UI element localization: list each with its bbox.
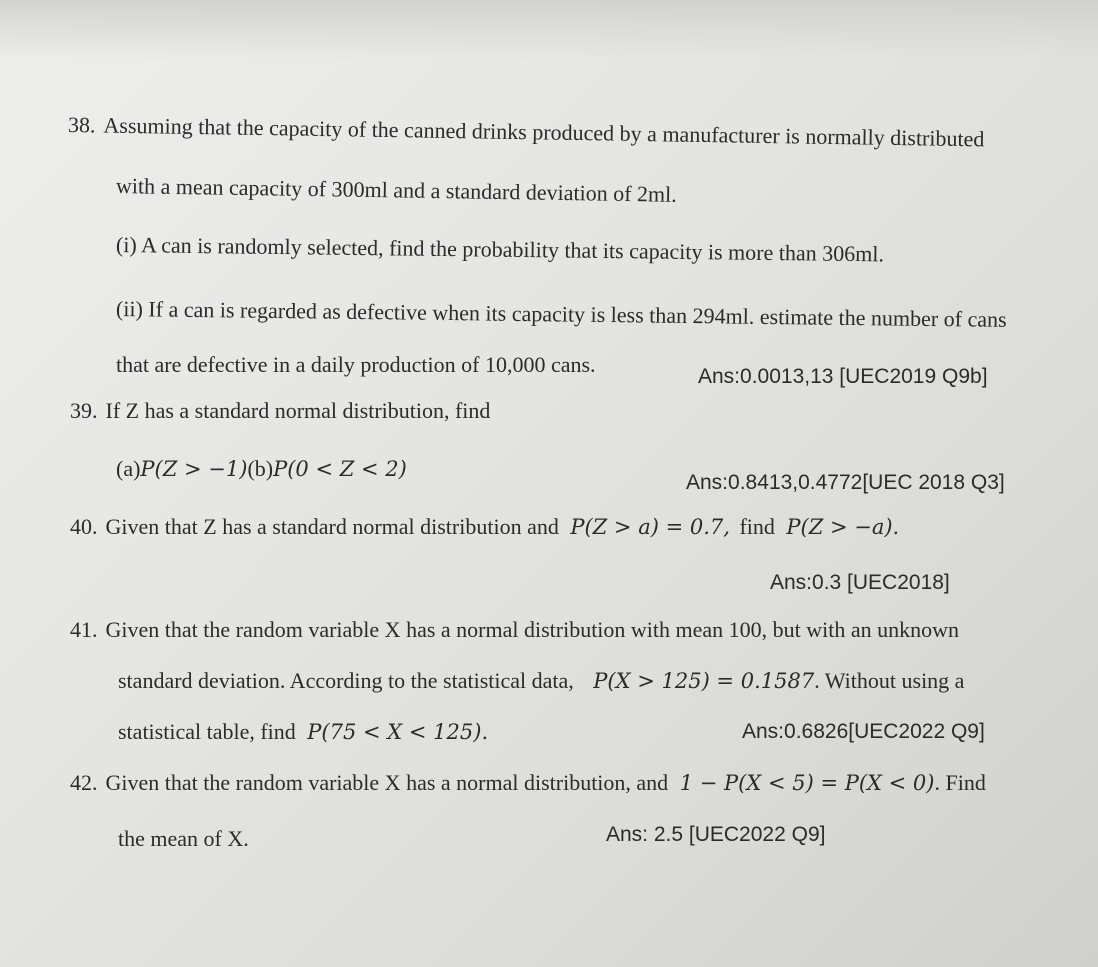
q41-line2 [118,668,964,694]
q40-number: 40. [70,514,98,539]
q42-line2: the mean of X. [118,826,249,851]
q41-line1 [70,617,959,643]
q39-part-a-math: P(Z > −1) [140,457,248,481]
q40-text2: find [739,514,775,539]
q39-parts [116,456,407,482]
q41-number: 41. [70,617,98,642]
q38-number: 38. [67,112,96,138]
q39-line1 [70,398,490,424]
q41-line2-text2: . Without using a [814,668,965,693]
q38-text-line1: Assuming that the capacity of the canned drinks produced by a manufacturer is normally distributed [103,112,985,152]
q42-text1: Given that the random variable X has a normal distribution, and [105,770,669,795]
q41-line3-math: P(75 < X < 125). [307,720,489,744]
q41-line3 [118,719,488,745]
q38-part-ii-line2: that are defective in a daily production of 10,000 cans. [116,352,596,377]
q41-line3-text: statistical table, find [118,719,296,744]
q39-part-b-math: P(0 < Z < 2) [273,457,407,481]
q39-text: If Z has a standard normal distribution, find [105,398,491,423]
q41-line2-math: P(X > 125) = 0.1587 [593,669,815,693]
q40-text1: Given that Z has a standard normal distribution and [105,514,559,539]
q40-answer: Ans:0.3 [UEC2018] [770,571,950,594]
q39-part-a-label: (a) [116,456,141,481]
q42-math1: 1 − P(X < 5) = P(X < 0) [679,771,935,795]
q38-line2: with a mean capacity of 300ml and a standard deviation of 2ml. [115,173,677,207]
q42-number: 42. [70,770,98,795]
q41-answer: Ans:0.6826[UEC2022 Q9] [742,720,985,743]
q40-line1 [70,514,899,540]
q42-answer: Ans: 2.5 [UEC2022 Q9] [606,823,826,846]
q41-text-line1: Given that the random variable X has a normal distribution with mean 100, but with an unknown [105,617,960,642]
q38-part-ii-line1: (ii) If a can is regarded as defective when its capacity is less than 294ml. estimate the number of cans [115,296,1007,332]
q39-answer: Ans:0.8413,0.4772[UEC 2018 Q3] [686,471,1005,494]
q38-answer: Ans:0.0013,13 [UEC2019 Q9b] [698,365,988,388]
q39-part-b-label: (b) [247,456,274,481]
q42-text2: . Find [934,770,986,795]
q39-number: 39. [70,398,98,423]
page-shadow [0,0,1098,60]
q42-line1 [70,770,986,796]
q40-math2: P(Z > −a). [786,515,900,539]
q40-math1: P(Z > a) = 0.7, [570,515,730,539]
q41-line2-text1: standard deviation. According to the statistical data, [118,668,574,693]
q38-line1 [68,112,985,152]
q38-part-i: (i) A can is randomly selected, find the probability that its capacity is more than 306ml. [115,232,885,267]
